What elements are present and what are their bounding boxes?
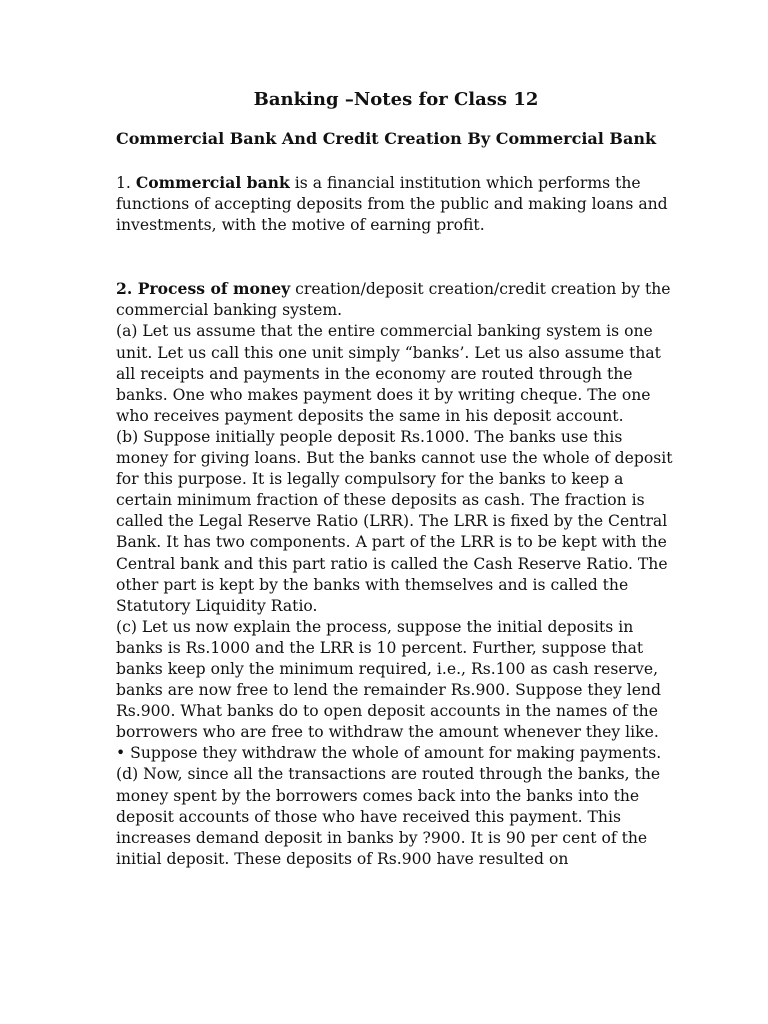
section-2-term: 2. Process of money xyxy=(116,279,291,299)
document-title: Banking –Notes for Class 12 xyxy=(253,89,539,110)
bullet-paragraph: • Suppose they withdraw the whole of amount for making payments. xyxy=(116,744,662,763)
document-subtitle: Commercial Bank And Credit Creation By Commercial Bank xyxy=(116,129,657,148)
paragraph-b: (b) Suppose initially people deposit Rs.1000. The banks use this money for giving loans. But the banks cannot use the whole of deposit for this purpose. It is legally compulsory for the banks to keep a certain minimum fraction of these deposits as cash. The fraction is called the Legal Reserve Ratio (LRR). The LRR is fixed by the Central Bank. It has two components. A part of the LRR is to be kept with the Central bank and this part ratio is called the Cash Reserve Ratio. The other part is kept by the banks with themselves and is called the Statutory Liquidity Ratio. xyxy=(116,427,673,615)
paragraph-a: (a) Let us assume that the entire commercial banking system is one unit. Let us call this one unit simply “banks’. Let us also assume that all receipts and payments in the economy are routed through the banks. One who makes payment does it by writing cheque. The one who receives payment deposits the same in his deposit account. xyxy=(116,322,661,425)
section-2-heading-paragraph xyxy=(116,278,676,321)
document-page xyxy=(116,88,676,870)
paragraph-c: (c) Let us now explain the process, suppose the initial deposits in banks is Rs.1000 and the LRR is 10 percent. Further, suppose that banks keep only the minimum required, i.e., Rs.100 as cash reserve, banks are now free to lend the remainder Rs.900. Suppose they lend Rs.900. What banks do to open deposit accounts in the names of the borrowers who are free to withdraw the amount whenever they like. xyxy=(116,617,661,742)
section-1-term: Commercial bank xyxy=(135,173,290,192)
section-2-text: creation/deposit creation/credit creation by the commercial banking system. xyxy=(116,280,671,320)
section-spacer xyxy=(116,236,676,278)
paragraph-d: (d) Now, since all the transactions are routed through the banks, the money spent by the borrowers comes back into the banks into the deposit accounts of those who have received this payment. This increases demand deposit in banks by ?900. It is 90 per cent of the initial deposit. These deposits of Rs.900 have resulted on xyxy=(116,765,661,868)
section-1-text: is a financial institution which performs the functions of accepting deposits from the public and making loans and investments, with the motive of earning profit. xyxy=(116,174,668,235)
section-1-prefix: 1. xyxy=(116,174,136,192)
section-1-paragraph xyxy=(116,172,676,236)
